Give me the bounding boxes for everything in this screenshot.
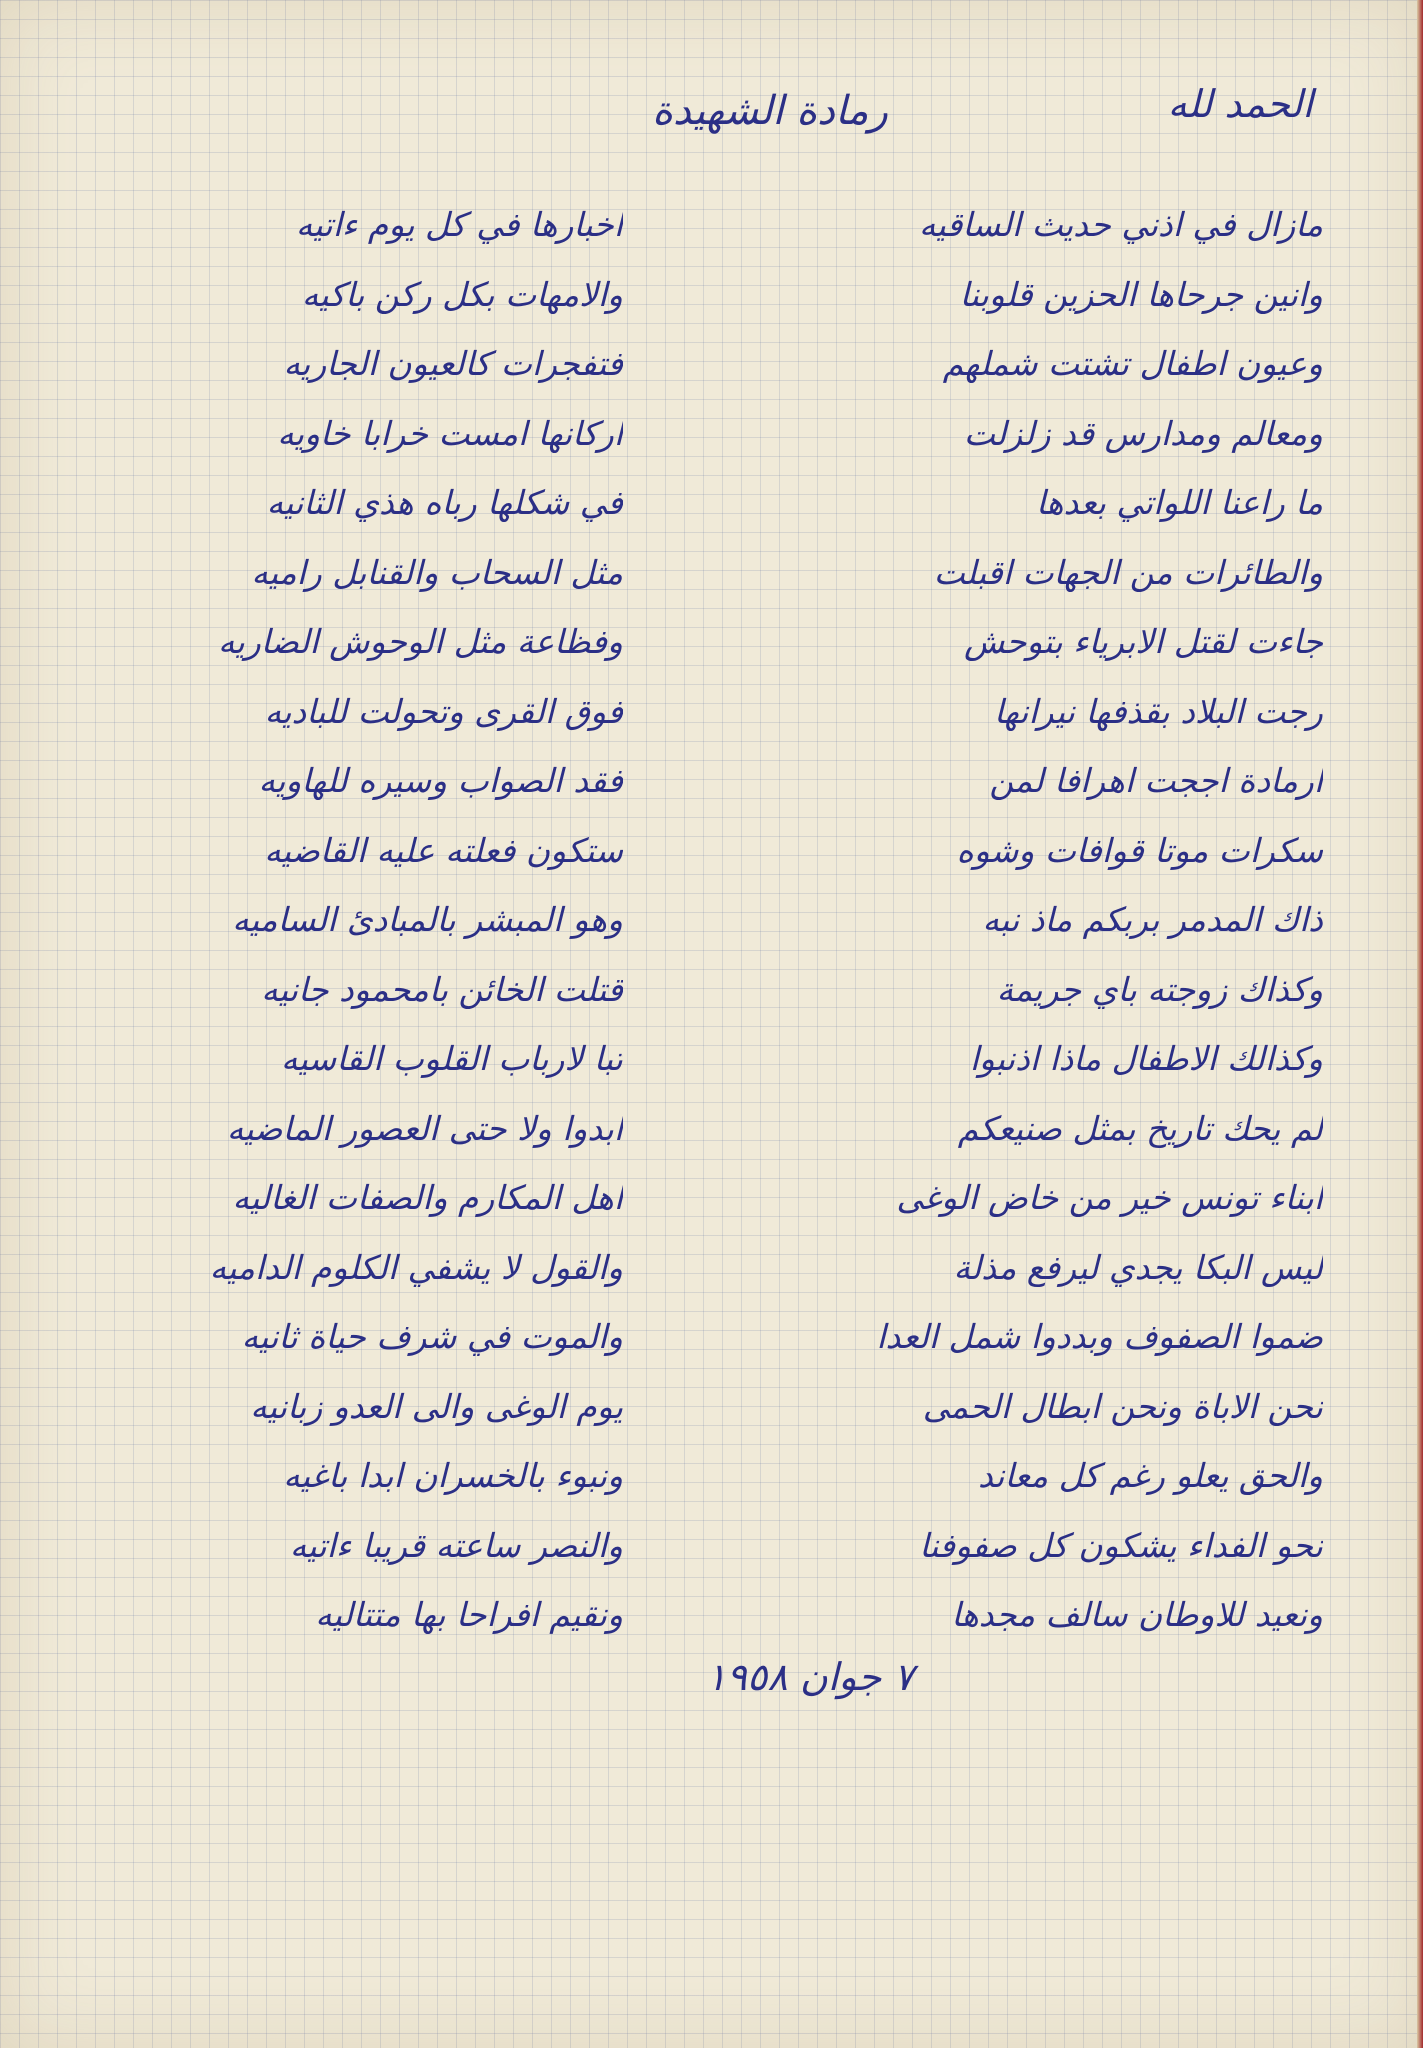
verse-line: نحن الاباة ونحن ابطال الحمى xyxy=(922,1386,1323,1426)
verse-line: ونبوء بالخسران ابدا باغيه xyxy=(283,1456,623,1495)
poem-left-column xyxy=(63,190,623,1650)
verse-line: ومعالم ومدارس قد زلزلت xyxy=(963,413,1323,453)
verse-line: ذاك المدمر بربكم ماذ نبه xyxy=(982,900,1323,939)
verse-line: فتفجرات كالعيون الجاريه xyxy=(283,344,623,383)
poem-date: ٧ جوان ١٩٥٨ xyxy=(706,1655,914,1699)
verse-line: جاءت لقتل الابرياء بتوحش xyxy=(963,622,1323,661)
verse-line: ما راعنا اللواتي بعدها xyxy=(1036,483,1323,522)
page-edge xyxy=(1417,0,1423,2048)
verse-line: نحو الفداء يشكون كل صفوفنا xyxy=(919,1525,1323,1565)
verse-line: ونقيم افراحا بها متتاليه xyxy=(315,1595,623,1634)
verse-line: لم يحك تاريخ بمثل صنيعكم xyxy=(957,1108,1323,1148)
verse-line: اركانها امست خرابا خاويه xyxy=(277,413,623,453)
verse-line: وفظاعة مثل الوحوش الضاريه xyxy=(217,622,623,661)
verse-line: والنصر ساعته قريبا ءاتيه xyxy=(289,1525,623,1565)
verse-line: ضموا الصفوف وبددوا شمل العدا xyxy=(876,1317,1323,1356)
verse-line: والطائرات من الجهات اقبلت xyxy=(933,552,1323,592)
verse-line: والحق يعلو رغم كل معاند xyxy=(977,1456,1323,1495)
verse-line: ونعيد للاوطان سالف مجدها xyxy=(951,1595,1323,1634)
verse-line: اخبارها في كل يوم ءاتيه xyxy=(295,205,623,244)
verse-line: وكذالك الاطفال ماذا اذنبوا xyxy=(969,1039,1323,1078)
verse-line: وعيون اطفال تشتت شملهم xyxy=(942,344,1323,383)
verse-line: قتلت الخائن بامحمود جانيه xyxy=(261,969,623,1009)
verse-line: مازال في اذني حديث الساقيه xyxy=(918,205,1323,244)
verse-line: والامهات بكل ركن باكيه xyxy=(301,274,623,314)
verse-line: وكذاك زوجته باي جريمة xyxy=(996,969,1323,1009)
verse-line: سكرات موتا قوافات وشوه xyxy=(956,830,1323,870)
poem-title: رمادة الشهيدة xyxy=(652,88,888,134)
verse-line: اهل المكارم والصفات الغاليه xyxy=(232,1178,623,1217)
verse-line: ارمادة اججت اهرافا لمن xyxy=(989,761,1323,800)
verse-line: ستكون فعلته عليه القاضيه xyxy=(264,830,623,870)
header-greeting: الحمد لله xyxy=(1167,82,1313,126)
verse-line: وانين جرحاها الحزين قلوبنا xyxy=(959,274,1323,314)
verse-line: ابناء تونس خير من خاض الوغى xyxy=(896,1178,1323,1217)
verse-line: والموت في شرف حياة ثانيه xyxy=(241,1317,623,1356)
verse-line: ابدوا ولا حتى العصور الماضيه xyxy=(226,1108,623,1148)
verse-line: رجت البلاد بقذفها نيرانها xyxy=(994,691,1323,731)
verse-line: تبا لارباب القلوب القاسيه xyxy=(281,1039,623,1078)
verse-line: فوق القرى وتحولت للباديه xyxy=(264,691,623,731)
verse-line: وهو المبشر بالمبادئ الساميه xyxy=(232,900,623,939)
verse-line: والقول لا يشفي الكلوم الداميه xyxy=(209,1247,623,1287)
verse-line: مثل السحاب والقنابل راميه xyxy=(251,552,623,592)
verse-line: فقد الصواب وسيره للهاويه xyxy=(258,761,623,800)
verse-line: ليس البكا يجدي ليرفع مذلة xyxy=(953,1247,1323,1287)
poem-right-column xyxy=(763,190,1323,1650)
verse-line: يوم الوغى والى العدو زبانيه xyxy=(250,1386,623,1426)
verse-line: في شكلها رباه هذي الثانيه xyxy=(266,483,623,522)
